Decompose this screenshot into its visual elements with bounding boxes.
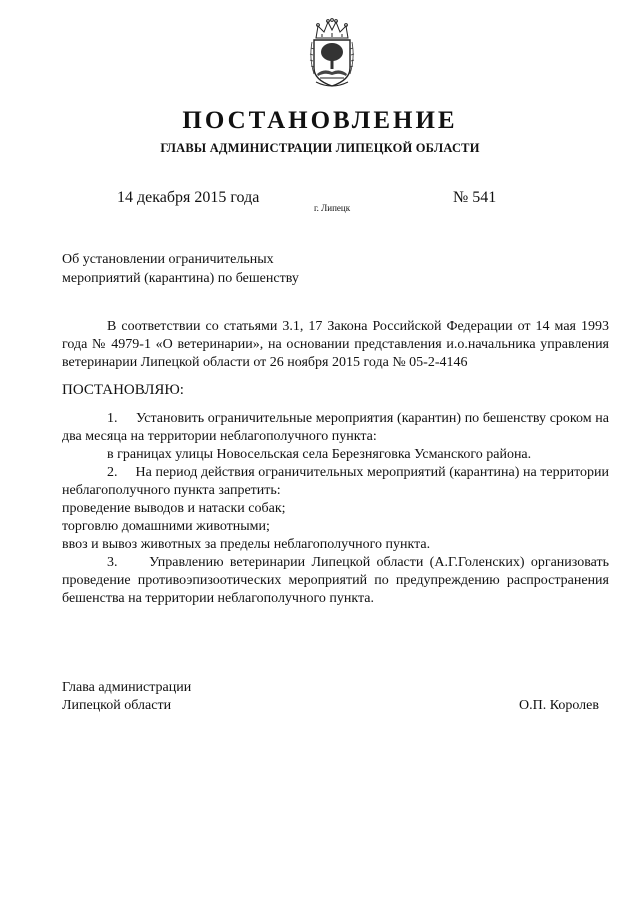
decree-word: ПОСТАНОВЛЯЮ:: [62, 382, 184, 398]
signature-position-line-1: Глава администрации: [62, 680, 192, 695]
preamble-paragraph: В соответствии со статьями 3.1, 17 Закона Российской Федерации от 14 мая 1993 года № 4979-1 «О ветеринарии», на основании представления и.о.начальника управления ветеринарии Липецкой области от 26 ноября 2015 года № 05-2-4146: [62, 319, 609, 370]
document-title: ПОСТАНОВЛЕНИЕ: [182, 107, 458, 134]
item-2-sub-3: ввоз и вывоз животных за пределы неблагополучного пункта.: [62, 537, 431, 552]
item-2-paragraph: [62, 464, 609, 500]
signature-position: [62, 679, 191, 715]
item-1-number: 1.: [107, 411, 118, 426]
document-subtitle: ГЛАВЫ АДМИНИСТРАЦИИ ЛИПЕЦКОЙ ОБЛАСТИ: [160, 141, 480, 155]
signature-name: О.П. Королев: [519, 698, 599, 713]
item-2-sub-2: торговлю домашними животными;: [62, 519, 270, 534]
subject-line-2: мероприятий (карантина) по бешенству: [62, 271, 299, 286]
document-subject: [62, 250, 362, 288]
document-number: № 541: [453, 189, 497, 206]
signature-position-line-2: Липецкой области: [62, 698, 172, 713]
item-1-sub: в границах улицы Новосельская села Березняговка Усманского района.: [107, 447, 532, 462]
item-2-number: 2.: [107, 465, 118, 480]
item-3-number: 3.: [107, 555, 118, 570]
item-3-text: Управлению ветеринарии Липецкой области (А.Г.Голенских) организовать проведение противоэпизоотических мероприятий по предупреждению распространения бешенства на территории неблагополучного пункта.: [62, 555, 609, 606]
item-2-text: На период действия ограничительных мероприятий (карантина) на территории неблагополучного пункта запретить:: [62, 465, 610, 498]
item-1-paragraph: [62, 410, 609, 446]
document-city: г. Липецк: [314, 203, 351, 213]
subject-line-1: Об установлении ограничительных: [62, 252, 274, 267]
coat-of-arms-icon: [308, 18, 356, 88]
document-date: 14 декабря 2015 года: [117, 189, 260, 206]
item-2-sub-1: проведение выводов и натаски собак;: [62, 501, 286, 516]
item-3-paragraph: [62, 554, 609, 608]
item-1-text: Установить ограничительные мероприятия (карантин) по бешенству сроком на два месяца на территории неблагополучного пункта:: [62, 411, 610, 444]
